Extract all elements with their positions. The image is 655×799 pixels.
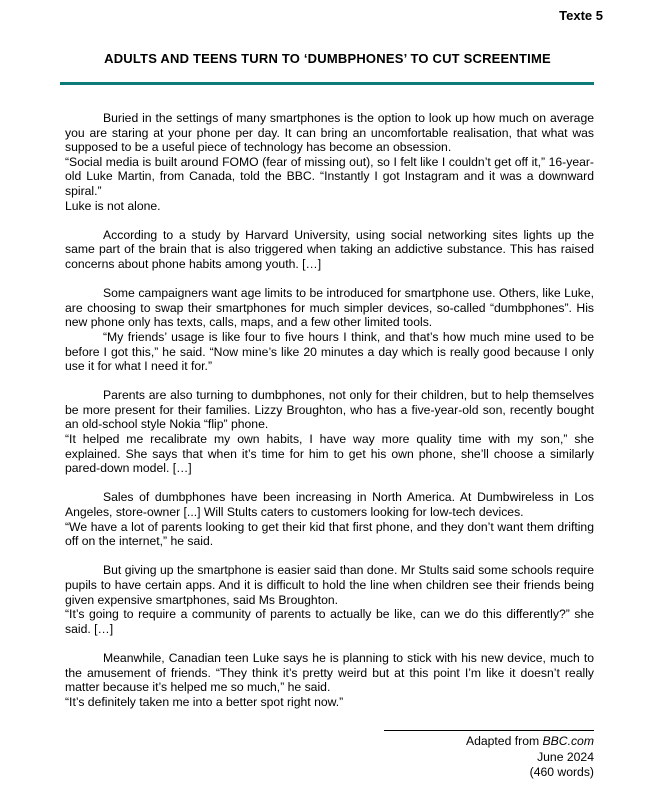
paragraph — [65, 490, 594, 548]
body-text — [65, 111, 594, 709]
title-rule — [60, 82, 594, 85]
text-block: But giving up the smartphone is easier said than done. Mr Stults said some schools require pupils to have certain apps. And it is difficult to hold the line when children see their friends being given expensive smartphones, said Ms Broughton. — [65, 563, 594, 607]
footer-word-count: (460 words) — [529, 765, 594, 779]
text-block: Some campaigners want age limits to be introduced for smartphone use. Others, like Luke, are choosing to swap their smartphones for much simpler devices, so-called “dumbphones”. His new phone only has texts, calls, maps, and a few other limited tools. — [65, 286, 594, 330]
text-block: “My friends’ usage is like four to five hours I think, and that’s how much mine used to be before I got this,” he said. “Now mine’s like 20 minutes a day which is really good because I only use it for what I need it for.” — [65, 329, 594, 374]
text-block: Buried in the settings of many smartphones is the option to look up how much on average you are staring at your phone per day. It can bring an uncomfortable realisation, that what was supposed to be a useful piece of technology has become an obsession. — [65, 111, 594, 155]
text-block: “It’s going to require a community of parents to actually be like, can we do this differently?” she said. […] — [65, 607, 594, 636]
paragraph — [65, 563, 594, 636]
text-block: “It’s definitely taken me into a better spot right now.” — [65, 694, 344, 709]
page-label: Texte 5 — [559, 8, 603, 23]
footer-source-line — [264, 734, 594, 750]
text-block: Luke is not alone. — [65, 198, 161, 213]
text-block: “Social media is built around FOMO (fear of missing out), so I felt like I couldn’t get off it,” 16-year-old Luke Martin, from Canada, told the BBC. “Instantly I got Instagram and it was a downward spiral.” — [65, 154, 594, 198]
page-title: ADULTS AND TEENS TURN TO ‘DUMBPHONES’ TO CUT SCREENTIME — [104, 51, 551, 66]
paragraph — [65, 228, 594, 272]
paragraph — [65, 111, 594, 213]
footer-adapted-prefix: Adapted from — [465, 734, 543, 748]
paragraph — [65, 286, 594, 374]
text-block: “We have a lot of parents looking to get their kid that first phone, and they don’t want them drifting off on the internet,” he said. — [65, 519, 594, 549]
text-block: According to a study by Harvard University, using social networking sites lights up the same part of the brain that is also triggered when taking an addictive substance. This has raised concerns about phone habits among youth. […] — [65, 227, 594, 271]
footer-source: BBC.com — [542, 734, 594, 748]
footer — [264, 730, 594, 781]
paragraph — [65, 388, 594, 476]
text-block: “It helped me recalibrate my own habits, I have way more quality time with my son,” she explained. She says that when it’s time for him to get his own phone, she’ll choose a similarly pared-down model. […] — [65, 432, 594, 476]
text-block: Meanwhile, Canadian teen Luke says he is planning to stick with his new device, much to the amusement of friends. “They think it’s pretty weird but at this point I’m like it doesn’t really matter because it’s helped me so much,” he said. — [65, 650, 594, 695]
footer-date: June 2024 — [537, 749, 594, 764]
paragraph — [65, 651, 594, 709]
text-block: Parents are also turning to dumbphones, not only for their children, but to help themselves be more present for their families. Lizzy Broughton, who has a five-year-old son, recently bought an old-school style Nokia “flip” phone. — [65, 388, 594, 432]
text-block: Sales of dumbphones have been increasing in North America. At Dumbwireless in Los Angeles, store-owner [...] Will Stults caters to customers looking for low-tech devices. — [65, 490, 594, 520]
footer-rule — [384, 730, 594, 731]
